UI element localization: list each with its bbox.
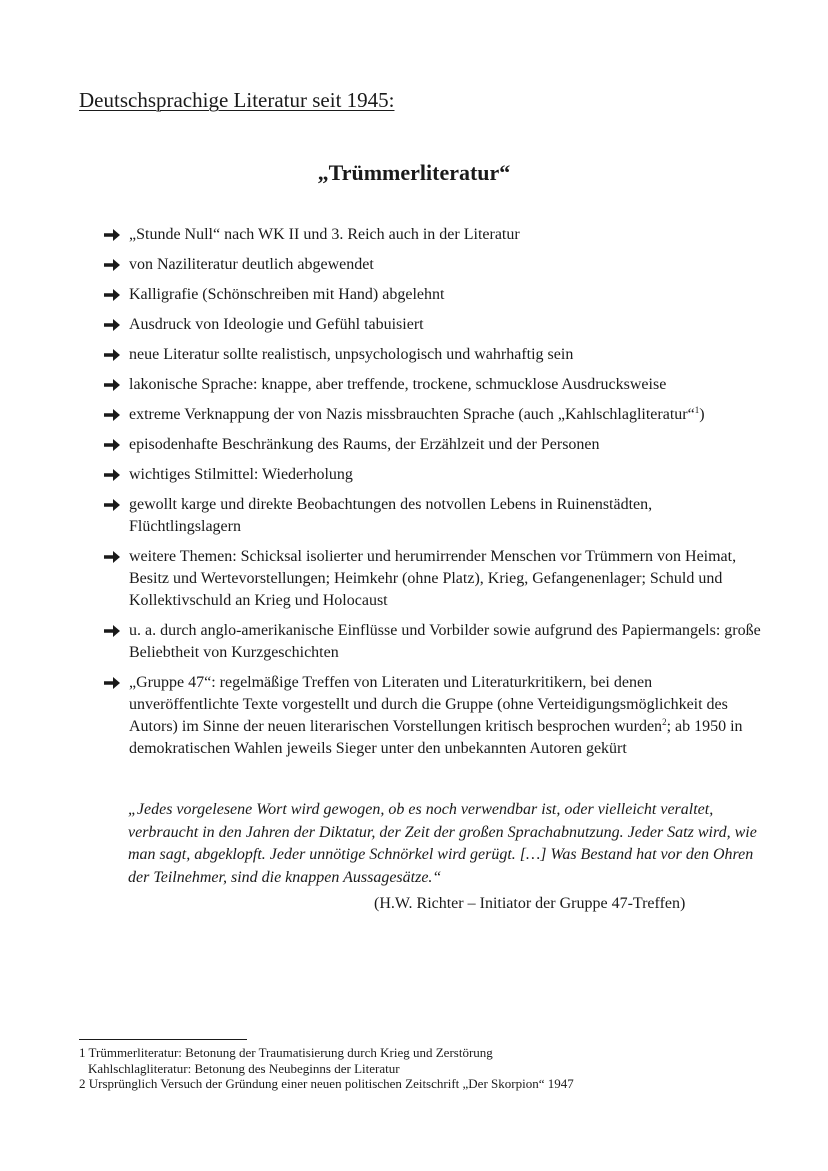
arrow-right-icon [103, 550, 121, 564]
bullet-text-continuation: ) [699, 406, 705, 423]
bullet-item [103, 254, 763, 276]
bullet-item [103, 344, 763, 366]
arrow-right-icon [103, 408, 121, 422]
bullet-text: von Naziliteratur deutlich abgewendet [129, 256, 374, 273]
bullet-text: lakonische Sprache: knappe, aber treffende, trockene, schmucklose Ausdrucksweise [129, 376, 667, 393]
footnote-divider [79, 1039, 247, 1040]
footnote-1: 1 Trümmerliteratur: Betonung der Traumatisierung durch Krieg und Zerstörung [79, 1045, 493, 1060]
section-heading: „Trümmerliteratur“ [317, 160, 511, 185]
footnotes [79, 1045, 759, 1092]
arrow-right-icon [103, 288, 121, 302]
bullet-text: extreme Verknappung der von Nazis missbrauchten Sprache (auch „Kahlschlagliteratur“ [129, 406, 695, 423]
arrow-right-icon [103, 624, 121, 638]
bullet-item [103, 314, 763, 336]
bullet-item [103, 620, 763, 664]
page-title: Deutschsprachige Literatur seit 1945: [79, 88, 395, 112]
arrow-right-icon [103, 438, 121, 452]
bullet-item [103, 546, 763, 612]
bullet-text: Kalligrafie (Schönschreiben mit Hand) abgelehnt [129, 286, 445, 303]
arrow-right-icon [103, 228, 121, 242]
bullet-text: Ausdruck von Ideologie und Gefühl tabuisiert [129, 316, 424, 333]
bullet-text: gewollt karge und direkte Beobachtungen des notvollen Lebens in Ruinenstädten, Flüchtlingslagern [129, 496, 653, 535]
arrow-right-icon [103, 258, 121, 272]
bullet-item [103, 464, 763, 486]
bullet-text: neue Literatur sollte realistisch, unpsychologisch und wahrhaftig sein [129, 346, 574, 363]
bullet-text: u. a. durch anglo-amerikanische Einflüsse und Vorbilder sowie aufgrund des Papiermangels: große Beliebtheit von Kurzgeschichten [129, 622, 761, 661]
bullet-text: wichtiges Stilmittel: Wiederholung [129, 466, 353, 483]
bullet-item [103, 434, 763, 456]
arrow-right-icon [103, 378, 121, 392]
bullet-item [103, 404, 763, 426]
arrow-right-icon [103, 498, 121, 512]
bullet-text: „Gruppe 47“: regelmäßige Treffen von Literaten und Literaturkritikern, bei denen unveröffentlichte Texte vorgestellt und durch die Gruppe (ohne Verteidigungsmöglichkeit des Autors) im Sinne der neuen literarischen Vorstellungen kritisch besprochen wurden [129, 674, 728, 735]
footnote-2: 2 Ursprünglich Versuch der Gründung einer neuen politischen Zeitschrift „Der Skorpion“ 1947 [79, 1076, 574, 1091]
quote-text: „Jedes vorgelesene Wort wird gewogen, ob es noch verwendbar ist, oder vielleicht veraltet, verbraucht in den Jahren der Diktatur, der Zeit der großen Sprachabnutzung. Jeder Satz wird, wie man sagt, abgeklopft. Jeder unnötige Schnörkel wird gerügt. […] Was Bestand hat vor den Ohren der Teilnehmer, sind die knappen Aussagesätze.“ [128, 801, 757, 886]
bullet-text: „Stunde Null“ nach WK II und 3. Reich auch in der Literatur [129, 226, 520, 243]
bullet-item [103, 672, 763, 760]
bullet-text: weitere Themen: Schicksal isolierter und herumirrender Menschen vor Trümmern von Heimat, Besitz und Wertevorstellungen; Heimkehr (ohne Platz), Krieg, Gefangenenlager; Schuld und Kollektivschuld an Krieg und Holocaust [129, 548, 737, 609]
bullet-item [103, 284, 763, 306]
quote-attribution: (H.W. Richter – Initiator der Gruppe 47-Treffen) [374, 895, 686, 912]
arrow-right-icon [103, 348, 121, 362]
footnote-marker: 1 [694, 405, 700, 415]
footnote-1-continuation: Kahlschlagliteratur: Betonung des Neubeginns der Literatur [88, 1060, 400, 1076]
arrow-right-icon [103, 318, 121, 332]
bullet-item [103, 374, 763, 396]
bullet-text-continuation: ; ab 1950 in demokratischen Wahlen jeweils Sieger unter den unbekannten Autoren gekürt [129, 718, 743, 757]
bullet-item [103, 494, 763, 538]
arrow-right-icon [103, 676, 121, 690]
footnote-marker: 2 [662, 717, 667, 727]
bullet-item [103, 224, 763, 246]
arrow-right-icon [103, 468, 121, 482]
bullet-list [103, 224, 763, 768]
bullet-text: episodenhafte Beschränkung des Raums, der Erzählzeit und der Personen [129, 436, 600, 453]
